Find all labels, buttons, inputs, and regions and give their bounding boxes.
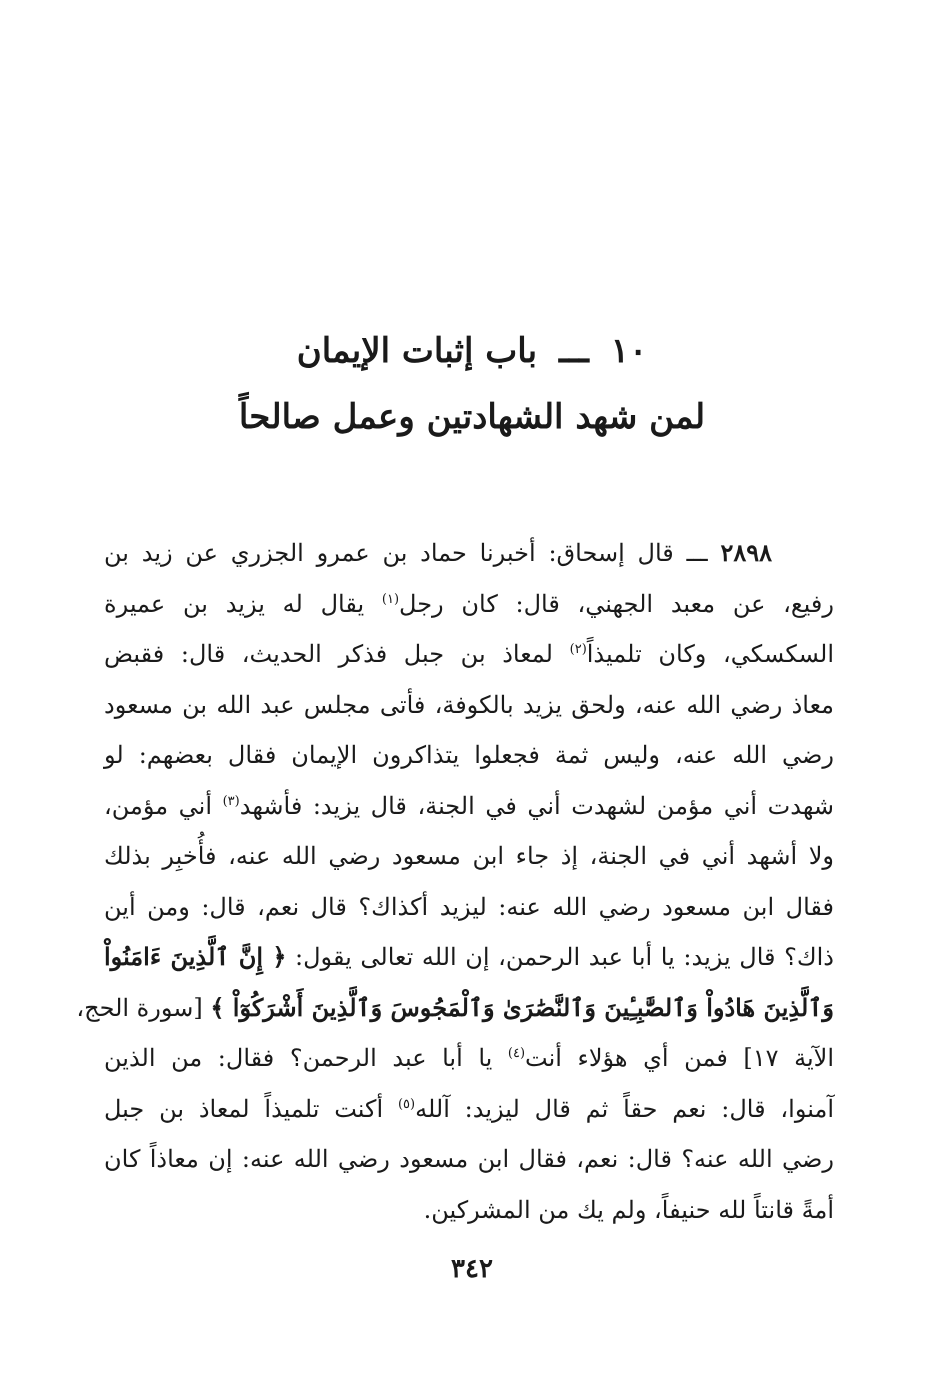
text-line: وَٱلَّذِينَ هَادُواْ وَٱلصَّٰبِـِٔينَ وَٱلنَّصَٰرَىٰ وَٱلْمَجُوسَ وَٱلَّذِينَ أَشْرَكُوٓاْ ﴾ [سورة الحج، — [76, 992, 834, 1022]
footnote-mark: (٣) — [222, 793, 240, 809]
text-line: السكسكي، وكان تلميذاً$^{(٢)}$ لمعاذ بن جبل فذكر الحديث، قال: فقبض — [104, 640, 835, 668]
chapter-dash: ـــ — [558, 331, 589, 371]
quran-verse: وَٱلَّذِينَ هَادُواْ وَٱلصَّٰبِـِٔينَ وَٱلنَّصَٰرَىٰ وَٱلْمَجُوسَ وَٱلَّذِينَ أَشْرَكُوٓاْ ﴾ — [210, 992, 834, 1022]
text-line: أمةً قانتاً لله حنيفاً، ولم يك من المشركين. — [423, 1195, 834, 1224]
text-line: رفيع، عن معبد الجهني، قال: كان رجل$^{(١)}$ يقال له يزيد بن عميرة — [104, 589, 834, 618]
text-line: ٢٨٩٨ ـــ قال إسحاق: أخبرنا حماد بن عمرو الجزري عن زيد بن — [104, 538, 772, 567]
page-number: ٣٤٢ — [451, 1254, 493, 1284]
text-line: رضي الله عنه؟ قال: نعم، فقال ابن مسعود رضي الله عنه: إن معاذاً كان — [104, 1145, 835, 1173]
chapter-title-line-2 — [80, 384, 864, 450]
hadith-dash: ـــ — [686, 539, 708, 567]
text-line: ذاك؟ قال يزيد: يا أبا عبد الرحمن، إن الله تعالى يقول: ﴿ إِنَّ ٱلَّذِينَ ءَامَنُواْ — [104, 942, 834, 971]
text-line: شهدت أني مؤمن لشهدت أني في الجنة، قال يزيد: فأشهد$^{(٣)}$ أني مؤمن، — [104, 791, 834, 820]
chapter-title-line-1 — [80, 318, 864, 384]
hadith-text — [76, 528, 835, 1235]
text-line: آمنوا، قال: نعم حقاً ثم قال ليزيد: آلله$^{(٥)}$ أكنت تلميذاً لمعاذ بن جبل — [104, 1094, 834, 1123]
footnote-mark: (٤) — [507, 1046, 526, 1061]
text-line: ولا أشهد أني في الجنة، إذ جاء ابن مسعود رضي الله عنه، فأُخبِر بذلك — [104, 842, 834, 870]
chapter-number: ١٠ — [610, 331, 648, 371]
footnote-mark: (٢) — [569, 642, 587, 657]
quran-verse: ﴿ إِنَّ ٱلَّذِينَ ءَامَنُواْ — [104, 942, 287, 971]
text-line: رضي الله عنه، وليس ثمة فجعلوا يتذاكرون الإيمان فقال بعضهم: لو — [104, 741, 834, 769]
text-line: الآية ١٧] فمن أي هؤلاء أنت$^{(٤)}$ يا أبا عبد الرحمن؟ فقال: من الذين — [104, 1044, 834, 1072]
footnote-mark: (١) — [381, 591, 400, 607]
chapter-subtitle: لمن شهد الشهادتين وعمل صالحاً — [238, 397, 706, 437]
hadith-number: ٢٨٩٨ — [720, 538, 772, 567]
text-line: معاذ رضي الله عنه، ولحق يزيد بالكوفة، فأتى مجلس عبد الله بن مسعود — [104, 690, 834, 719]
footnote-mark: (٥) — [397, 1096, 416, 1112]
text-line: فقال ابن مسعود رضي الله عنه: ليزيد أكذاك؟ قال نعم، قال: ومن أين — [104, 892, 834, 921]
chapter-title: باب إثبات الإيمان — [296, 331, 538, 371]
